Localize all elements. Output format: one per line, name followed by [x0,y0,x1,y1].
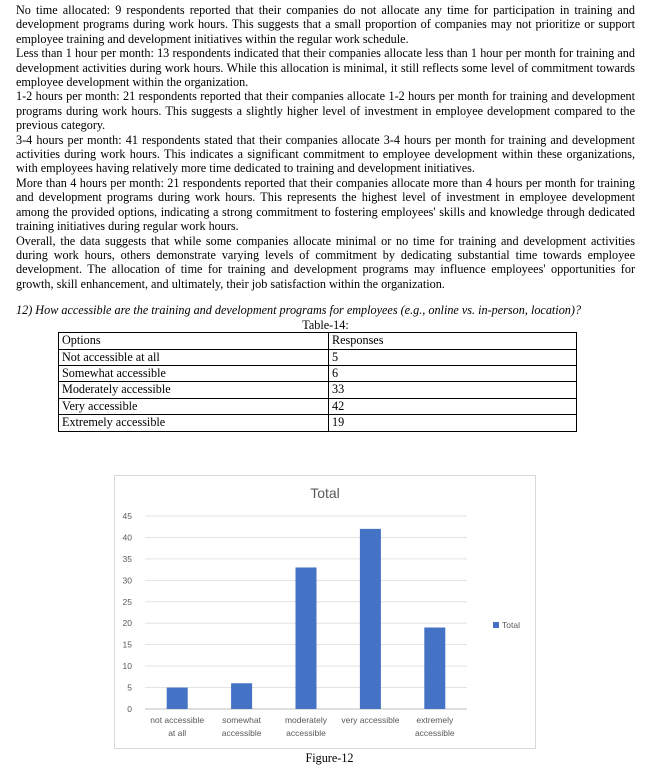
figure-caption: Figure-12 [305,751,354,765]
y-tick-label: 0 [127,704,132,714]
paragraph-1-2-hours: 1-2 hours per month: 21 respondents reported that their companies allocate 1-2 hours per month for training and development programs during work hours. This suggests a slightly higher level of investment in employee development compared to the previous category. [16,89,635,133]
y-tick-label: 45 [122,511,132,521]
bar [360,529,381,709]
paragraph-overall: Overall, the data suggests that while some companies allocate minimal or no time for training and development activities during work hours, others demonstrate varying levels of commitment by dedicating substantial time towards employee development. The allocation of time for training and development programs may influence employees' opportunities for growth, skill enhancement, and ultimately, their job satisfaction within the organization. [16,233,635,291]
bar [231,683,252,709]
paragraph-no-time: No time allocated: 9 respondents reported that their companies do not allocate any time for participation in training and development programs during work hours. This suggests that a small proportion of companies may not prioritize or support employee training and development initiatives within the regular work schedule. [16,3,635,46]
table-cell-response: 6 [329,365,577,381]
x-tick-label: moderately accessible [284,715,328,738]
table-cell-option: Very accessible [59,398,329,414]
table-cell-option: Somewhat accessible [59,365,329,381]
paragraph-less-than-1-hour: Less than 1 hour per month: 13 respondents indicated that their companies allocate less than 1 hour per month for training and development activities during work hours. While this allocation is minimal, it still reflects some level of commitment towards employee development within the organization. [16,46,635,90]
bar [424,628,445,709]
bar-chart [114,475,536,749]
y-tick-label: 20 [122,618,132,629]
table-row [59,382,577,398]
x-tick-label: extremely accessible [414,715,455,738]
table-header-responses: Responses [329,333,577,349]
y-tick-label: 10 [122,661,132,672]
chart-svg [115,476,535,748]
x-tick-label: very accessible [341,715,400,725]
legend-label: Total [502,620,520,630]
y-tick-label: 15 [122,639,132,650]
responses-table [58,332,577,431]
table-header-row [59,333,577,349]
y-tick-label: 5 [127,682,132,693]
y-tick-label: 35 [122,553,132,564]
table-cell-option: Moderately accessible [59,382,329,398]
x-tick-label: not accessible at all [150,715,205,738]
bar [167,688,188,709]
table-cell-option: Not accessible at all [59,349,329,365]
y-tick-label: 30 [122,575,132,586]
x-tick-label: somewhat accessible [221,715,262,738]
paragraph-3-4-hours: 3-4 hours per month: 41 respondents stated that their companies allocate 3-4 hours per month for training and development activities during work hours. This indicates a significant commitment to employee development within these organizations, with employees having relatively more time dedicated to training and development initiatives. [16,132,635,176]
question-12: 12) How accessible are the training and development programs for employees (e.g., online vs. in-person, location)? [16,303,582,318]
table-header-options: Options [59,333,329,349]
document-page [16,3,635,432]
legend-swatch [493,622,499,628]
bar [296,567,317,709]
table-row [59,365,577,381]
table-cell-option: Extremely accessible [59,415,329,431]
table-cell-response: 19 [329,415,577,431]
table-cell-response: 33 [329,382,577,398]
paragraph-more-than-4-hours: More than 4 hours per month: 21 respondents reported that their companies allocate more than 4 hours per month for training and development programs during work hours. This represents the highest level of investment in employee development among the provided options, indicating a strong commitment to fostering employees' skills and knowledge through dedicated training initiatives during regular work hours. [16,175,635,234]
table-caption: Table-14: [302,318,349,333]
table-cell-response: 42 [329,398,577,414]
y-tick-label: 25 [122,596,132,607]
chart-title: Total [310,485,340,501]
table-row [59,349,577,365]
y-tick-label: 40 [122,532,132,543]
table-row [59,415,577,431]
table-row [59,398,577,414]
table-cell-response: 5 [329,349,577,365]
